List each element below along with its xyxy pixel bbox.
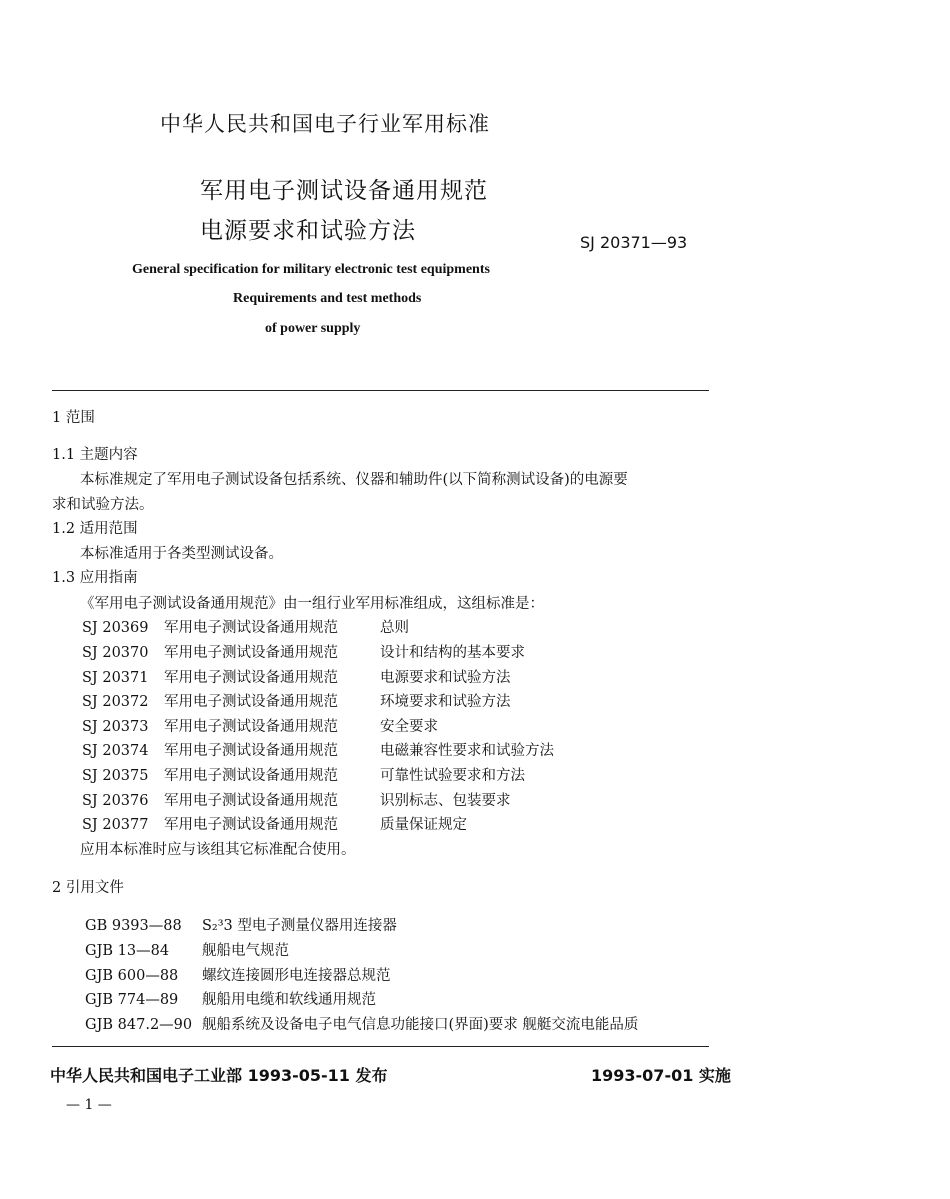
standard-title: 可靠性试验要求和方法 <box>380 768 525 784</box>
standard-title: 电源要求和试验方法 <box>380 670 511 686</box>
publisher-line: 中华人民共和国电子工业部 1993-05-11 发布 <box>50 1066 388 1085</box>
reference-title: S₂³3 型电子测量仪器用连接器 <box>202 918 397 934</box>
section-1-2-heading: 1.2 适用范围 <box>52 521 138 537</box>
standard-series: 军用电子测试设备通用规范 <box>164 793 338 809</box>
standard-list-item <box>82 739 554 760</box>
standard-list-item <box>82 813 467 834</box>
reference-list-item <box>85 939 289 960</box>
standard-code: SJ 20371 <box>82 670 149 686</box>
standard-series: 军用电子测试设备通用规范 <box>164 743 338 759</box>
standard-title: 设计和结构的基本要求 <box>380 645 525 661</box>
standard-series: 军用电子测试设备通用规范 <box>164 719 338 735</box>
standard-code: SJ 20373 <box>82 719 149 735</box>
reference-list-item <box>85 914 397 935</box>
section-1-1-text-line2: 求和试验方法。 <box>52 497 154 513</box>
standard-number: SJ 20371—93 <box>580 233 688 252</box>
reference-list-item <box>85 1013 638 1034</box>
section-1-heading: 1 范围 <box>52 410 95 426</box>
standard-series: 军用电子测试设备通用规范 <box>164 694 338 710</box>
section-1-3-heading: 1.3 应用指南 <box>52 570 138 586</box>
standard-title: 识别标志、包装要求 <box>380 793 511 809</box>
reference-title: 舰船电气规范 <box>202 943 289 959</box>
section-1-2-text: 本标准适用于各类型测试设备。 <box>80 546 283 562</box>
standard-title: 总则 <box>380 620 409 636</box>
standard-code: SJ 20376 <box>82 793 149 809</box>
document-title-en-line1: General specification for military electronic test equipments <box>132 262 490 277</box>
section-1-1-text-line1: 本标准规定了军用电子测试设备包括系统、仪器和辅助件(以下简称测试设备)的电源要 <box>80 472 628 488</box>
standard-list-item <box>82 690 511 711</box>
standard-title: 安全要求 <box>380 719 438 735</box>
document-title-en-line2: Requirements and test methods <box>233 291 422 306</box>
document-title-cn-line1: 军用电子测试设备通用规范 <box>200 178 488 204</box>
reference-code: GJB 13—84 <box>85 943 170 959</box>
section-2-heading: 2 引用文件 <box>52 880 124 896</box>
standard-list-item <box>82 641 525 662</box>
effective-date: 1993-07-01 实施 <box>591 1066 731 1085</box>
section-1-3-closing: 应用本标准时应与该组其它标准配合使用。 <box>80 842 356 858</box>
standard-title: 环境要求和试验方法 <box>380 694 511 710</box>
standard-list-item <box>82 789 511 810</box>
standard-code: SJ 20372 <box>82 694 149 710</box>
standard-title: 质量保证规定 <box>380 817 467 833</box>
standard-code: SJ 20369 <box>82 620 149 636</box>
standard-code: SJ 20374 <box>82 743 149 759</box>
standard-title: 电磁兼容性要求和试验方法 <box>380 743 554 759</box>
standard-series: 军用电子测试设备通用规范 <box>164 768 338 784</box>
document-title-cn-line2: 电源要求和试验方法 <box>200 218 416 244</box>
document-title-en-line3: of power supply <box>265 321 361 336</box>
section-1-3-intro: 《军用电子测试设备通用规范》由一组行业军用标准组成，这组标准是： <box>80 596 544 612</box>
page-number: — 1 — <box>66 1097 112 1113</box>
reference-title: 舰船用电缆和软线通用规范 <box>202 992 376 1008</box>
standard-code: SJ 20370 <box>82 645 149 661</box>
standard-code: SJ 20377 <box>82 817 149 833</box>
standard-list-item <box>82 764 525 785</box>
reference-code: GB 9393—88 <box>85 918 182 934</box>
footer-divider <box>52 1046 709 1047</box>
standard-series: 军用电子测试设备通用规范 <box>164 817 338 833</box>
standard-series: 军用电子测试设备通用规范 <box>164 645 338 661</box>
reference-code: GJB 847.2—90 <box>85 1017 193 1033</box>
reference-code: GJB 774—89 <box>85 992 179 1008</box>
reference-list-item <box>85 988 376 1009</box>
standard-list-item <box>82 616 409 637</box>
standard-series: 军用电子测试设备通用规范 <box>164 620 338 636</box>
reference-title: 舰船系统及设备电子电气信息功能接口(界面)要求 舰艇交流电能品质 <box>202 1017 639 1033</box>
standard-list-item <box>82 715 438 736</box>
issuing-authority-title: 中华人民共和国电子行业军用标准 <box>160 112 490 136</box>
standard-list-item <box>82 666 511 687</box>
standard-series: 军用电子测试设备通用规范 <box>164 670 338 686</box>
reference-title: 螺纹连接圆形电连接器总规范 <box>202 968 391 984</box>
standard-code: SJ 20375 <box>82 768 149 784</box>
reference-code: GJB 600—88 <box>85 968 179 984</box>
reference-list-item <box>85 964 391 985</box>
section-1-1-heading: 1.1 主题内容 <box>52 447 138 463</box>
header-divider <box>52 390 709 391</box>
